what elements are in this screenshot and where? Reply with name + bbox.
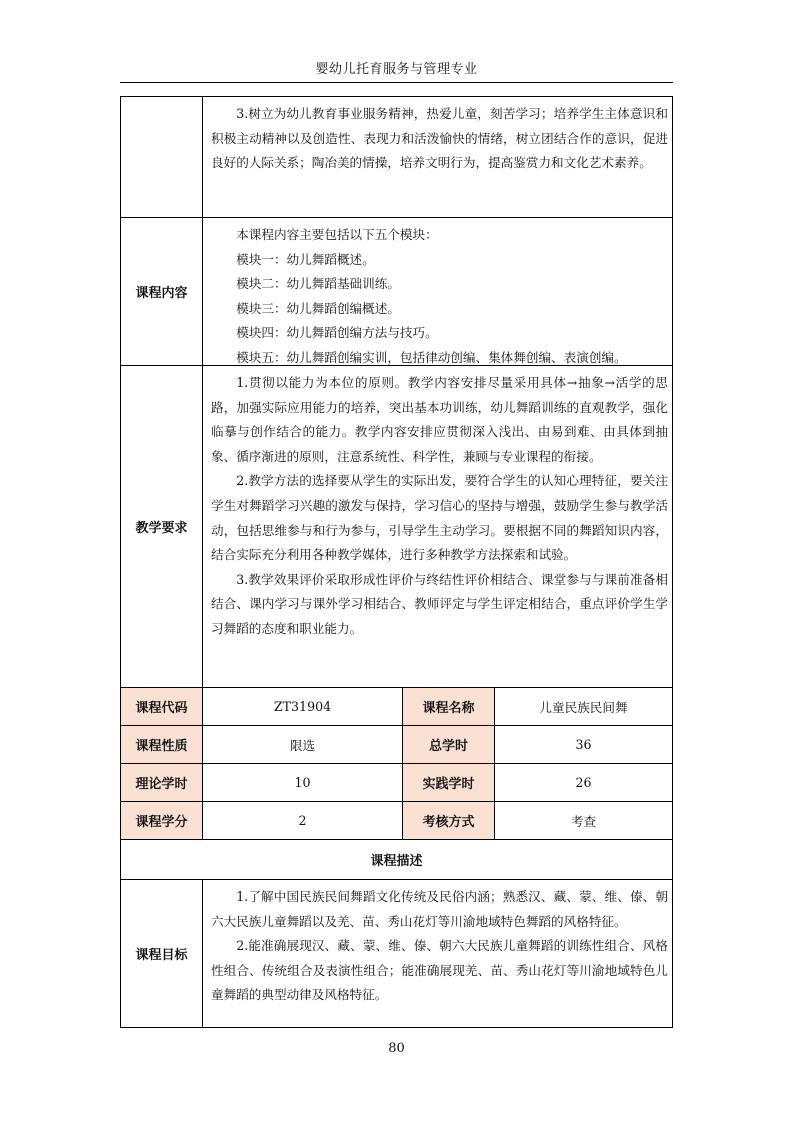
course-goals-label: 课程目标 [121, 880, 203, 1027]
course-content-row [121, 218, 672, 366]
goal-paragraph: 2.能准确展现汉、藏、蒙、维、傣、朝六大民族儿童舞蹈的训练性组合、风格性组合、传统组合及表演性组合；能准确展现羌、苗、秀山花灯等川渝地域特色儿童舞蹈的典型动律及风格特征。 [211, 938, 668, 1003]
teaching-requirements-text [203, 366, 672, 687]
content-line: 模块四：幼儿舞蹈创编方法与技巧。 [236, 325, 438, 341]
name-value: 儿童民族民间舞 [539, 700, 628, 715]
course-content-list [203, 218, 672, 365]
theory-value: 10 [203, 764, 403, 801]
requirement-paragraph: 2.教学方法的选择要从学生的实际出发，要符合学生的认知心理特征，要关注学生对舞蹈学习兴趣的激发与保持，学习信心的坚持与增强，鼓励学生参与教学活动，包括思维参与和行为参与，引导学生主动学习。要根据不同的舞蹈知识内容，结合实际充分利用各种教学媒体，进行多种教学方法探索和试验。 [211, 473, 668, 563]
nature-label: 课程性质 [121, 726, 203, 763]
goal-paragraph: 1.了解中国民族民间舞蹈文化传统及民俗内涵；熟悉汉、藏、蒙、维、傣、朝六大民族儿童舞蹈以及羌、苗、秀山花灯等川渝地域特色舞蹈的风格特征。 [211, 889, 668, 929]
hours-label: 总学时 [403, 726, 495, 763]
teaching-requirements-row [121, 366, 672, 688]
practice-label: 实践学时 [403, 764, 495, 801]
row-label-empty [121, 97, 203, 217]
objectives-paragraph: 3.树立为幼儿教育事业服务精神，热爱儿童，刻苦学习；培养学生主体意识和积极主动精神以及创造性、表现力和活泼愉快的情绪，树立团结合作的意识，促进良好的人际关系；陶冶美的情操，培养文明行为，提高鉴赏力和文化艺术素养。 [211, 106, 668, 171]
row-content [203, 97, 672, 217]
info-row-credit [121, 802, 672, 840]
name-label: 课程名称 [403, 688, 495, 725]
objectives-continued-row [121, 97, 672, 218]
course-goals-text [203, 880, 672, 1027]
info-row-code [121, 688, 672, 726]
content-line: 模块二：幼儿舞蹈基础训练。 [236, 276, 400, 292]
page-header: 婴幼儿托育服务与管理专业 [315, 62, 478, 77]
practice-value: 26 [575, 775, 592, 790]
credit-label: 课程学分 [121, 802, 203, 839]
header-divider [120, 82, 673, 83]
assess-value: 考查 [570, 814, 597, 829]
hours-value: 36 [575, 737, 592, 752]
course-goals-row [121, 880, 672, 1027]
content-line: 模块五：幼儿舞蹈创编实训，包括律动创编、集体舞创编、表演创编。 [236, 349, 627, 365]
info-row-theory [121, 764, 672, 802]
code-label: 课程代码 [121, 688, 203, 725]
content-line: 模块一：幼儿舞蹈概述。 [236, 251, 375, 267]
content-line: 模块三：幼儿舞蹈创编概述。 [236, 300, 400, 316]
course-content-label: 课程内容 [121, 218, 203, 365]
course-description-heading: 课程描述 [121, 840, 672, 880]
credit-value: 2 [203, 802, 403, 839]
theory-label: 理论学时 [121, 764, 203, 801]
code-value: ZT31904 [203, 688, 403, 725]
course-table [120, 96, 673, 1028]
content-line: 本课程内容主要包括以下五个模块： [236, 227, 438, 242]
nature-value: 限选 [203, 726, 403, 763]
teaching-requirements-label: 教学要求 [121, 366, 203, 687]
requirement-paragraph: 1.贯彻以能力为本位的原则。教学内容安排尽量采用具体→抽象→活学的思路，加强实际应用能力的培养，突出基本功训练，幼儿舞蹈训练的直观教学，强化临摹与创作结合的能力。教学内容安排应贯彻深入浅出、由易到难、由具体到抽象、循序渐进的原则，注意系统性、科学性，兼顾与专业课程的衔接。 [211, 375, 668, 464]
page-number: 80 [388, 1041, 405, 1056]
requirement-paragraph: 3.教学效果评价采取形成性评价与终结性评价相结合、课堂参与与课前准备相结合、课内学习与课外学习相结合、教师评定与学生评定相结合，重点评价学生学习舞蹈的态度和职业能力。 [211, 571, 668, 636]
info-row-nature [121, 726, 672, 764]
assess-label: 考核方式 [403, 802, 495, 839]
